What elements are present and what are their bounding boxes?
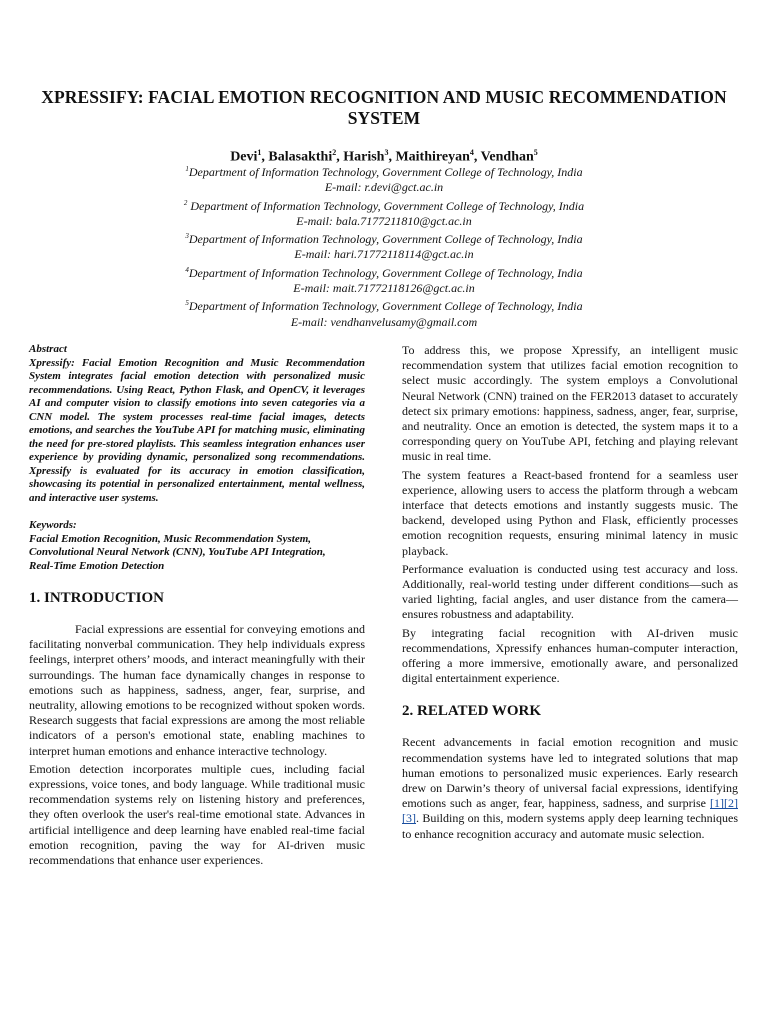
paper-title: XPRESSIFY: FACIAL EMOTION RECOGNITION AND MUSIC RECOMMENDATION SYSTEM xyxy=(41,87,727,128)
author-list: Devi$^1$, Balasakthi$^2$, Harish$^3$, Maithireyan$^4$, Vendhan$^5$ xyxy=(230,148,538,165)
affiliation-text: Department of Information Technology, Government College of Technology, India xyxy=(188,265,583,280)
affiliation-email: E-mail: r.devi@gct.ac.in xyxy=(324,180,444,195)
related-work-paragraph xyxy=(402,735,738,841)
affiliation-dept xyxy=(0,263,768,281)
body-paragraph: Performance evaluation is conducted using test accuracy and loss. Additionally, real-world testing under different conditions—such as varied lighting, facial angles, and user distance from the camera—ensures robustness and adaptability. xyxy=(402,561,738,622)
author-sup: 4 xyxy=(469,148,474,157)
body-paragraph: To address this, we propose Xpressify, an intelligent music recommendation system that utilizes facial emotion recognition to select music accordingly. The system employs a Convolutional Neural Network (CNN) trained on the FER2013 dataset to accurately detect six primary emotions: happiness, sadness, anger, fear, surprise, and neutrality. Once an emotion is detected, the system maps it to a corresponding query on YouTube API, fetching and playing relevant music in real time. xyxy=(402,343,738,464)
affiliation-text: Department of Information Technology, Government College of Technology, India xyxy=(188,299,583,314)
affiliation-sup: 3 xyxy=(185,232,189,241)
author-name: Harish xyxy=(343,149,385,165)
affiliation-email: E-mail: hari.71772118114@gct.ac.in xyxy=(294,247,474,262)
affiliation-text: Department of Information Technology, Government College of Technology, India xyxy=(187,198,585,213)
right-column xyxy=(402,343,738,845)
citation-link[interactable]: [2] xyxy=(724,796,738,811)
section-heading-related-work: 2. RELATED WORK xyxy=(402,703,542,720)
author-sup: 2 xyxy=(332,148,337,157)
keywords-line: Facial Emotion Recognition, Music Recommendation System, xyxy=(29,532,312,545)
keywords-line: Convolutional Neural Network (CNN), YouTube API Integration, xyxy=(29,546,326,558)
related-work-text: Recent advancements in facial emotion recognition and music recommendation systems have led to integrated solutions that map human emotions to personalized music experiences. Early research drew on Darwin’s theory of universal facial expressions, identifying emotions such as anger, fear, happiness, sadness, and surprise xyxy=(402,735,738,811)
related-work-text: . Building on this, modern systems apply deep learning techniques to enhance recognition accuracy and automate music selection. xyxy=(402,811,738,841)
left-column xyxy=(29,343,365,871)
affiliation-email: E-mail: vendhanvelusamy@gmail.com xyxy=(290,314,478,329)
author-sup: 1 xyxy=(257,148,262,157)
keywords-line: Real-Time Emotion Detection xyxy=(29,559,165,572)
author-name: Balasakthi xyxy=(268,149,333,165)
author-sup: 5 xyxy=(533,148,538,157)
intro-paragraph: Facial expressions are essential for conveying emotions and facilitating nonverbal communication. They help individuals express feelings, interpret others’ moods, and interact meaningfully with their surroundings. The human face dynamically changes in response to emotions such as happiness, sadness, anger, fear, surprise, and neutrality, allowing emotions to be recognized without spoken words. Research suggests that facial expressions are among the most reliable indicators of a person's emotional state, enabling machines to interpret human emotions and enhance interactive technology. xyxy=(29,622,365,758)
affiliation-sup: 5 xyxy=(185,299,189,308)
abstract-text: Xpressify: Facial Emotion Recognition and Music Recommendation System integrates facial emotion detection with personalized music recommendations. Using React, Python Flask, and OpenCV, it leverages AI and computer vision to classify emotions into seven categories via a CNN model. The system processes real-time facial images, detects emotions, and searches the YouTube API for matching music, eliminating the need for pre-stored playlists. This seamless integration enhances user experience by providing dynamic, personalized song recommendations. Xpressify is evaluated for its accuracy in emotion classification, showcasing its potential in personalized entertainment, mental wellness, and interactive user systems. xyxy=(29,356,365,504)
affiliation-sup: 4 xyxy=(185,265,189,274)
author-name: Vendhan xyxy=(480,149,534,165)
author-name: Maithireyan xyxy=(395,149,470,165)
affiliation-text: Department of Information Technology, Government College of Technology, India xyxy=(188,165,583,179)
affiliation-dept xyxy=(0,296,768,314)
affiliation-dept xyxy=(0,229,768,247)
body-paragraph: The system features a React-based frontend for a seamless user experience, allowing users to access the platform through a webcam interface that detects emotions and instantly suggests music. The backend, developed using Python and Flask, efficiently processes emotion recognition requests, ensuring minimal latency in music playback. xyxy=(402,467,738,558)
affiliation-sup: 2 xyxy=(183,198,188,207)
affiliation-dept xyxy=(0,196,768,214)
affiliation-text: Department of Information Technology, Government College of Technology, India xyxy=(188,232,583,247)
section-heading-introduction: 1. INTRODUCTION xyxy=(29,590,165,606)
citation-link[interactable]: [1] xyxy=(710,796,724,811)
abstract-heading: Abstract xyxy=(29,343,67,355)
affiliation-email: E-mail: mait.71772118126@gct.ac.in xyxy=(293,281,475,296)
intro-paragraph: Emotion detection incorporates multiple cues, including facial expressions, voice tones, and body language. While traditional music recommendation systems rely on listening history and preferences, they often overlook the user's real-time emotional state. Advances in artificial intelligence and deep learning have enabled real-time facial emotion recognition, paving the way for AI-driven music recommendations that enhance user experiences. xyxy=(29,761,365,868)
affiliation-sup: 1 xyxy=(185,165,189,173)
keywords-heading: Keywords: xyxy=(29,519,77,531)
author-sup: 3 xyxy=(384,148,389,157)
affiliation-dept xyxy=(0,162,768,180)
citation-link[interactable]: [3] xyxy=(402,811,416,826)
body-paragraph: By integrating facial recognition with AI-driven music recommendations, Xpressify enhances human-computer interaction, offering a more immersive, emotionally aware, and personalized digital entertainment experience. xyxy=(402,625,738,686)
author-name: Devi xyxy=(230,149,258,165)
affiliation-list xyxy=(0,162,768,330)
affiliation-email: E-mail: bala.7177211810@gct.ac.in xyxy=(296,213,472,228)
